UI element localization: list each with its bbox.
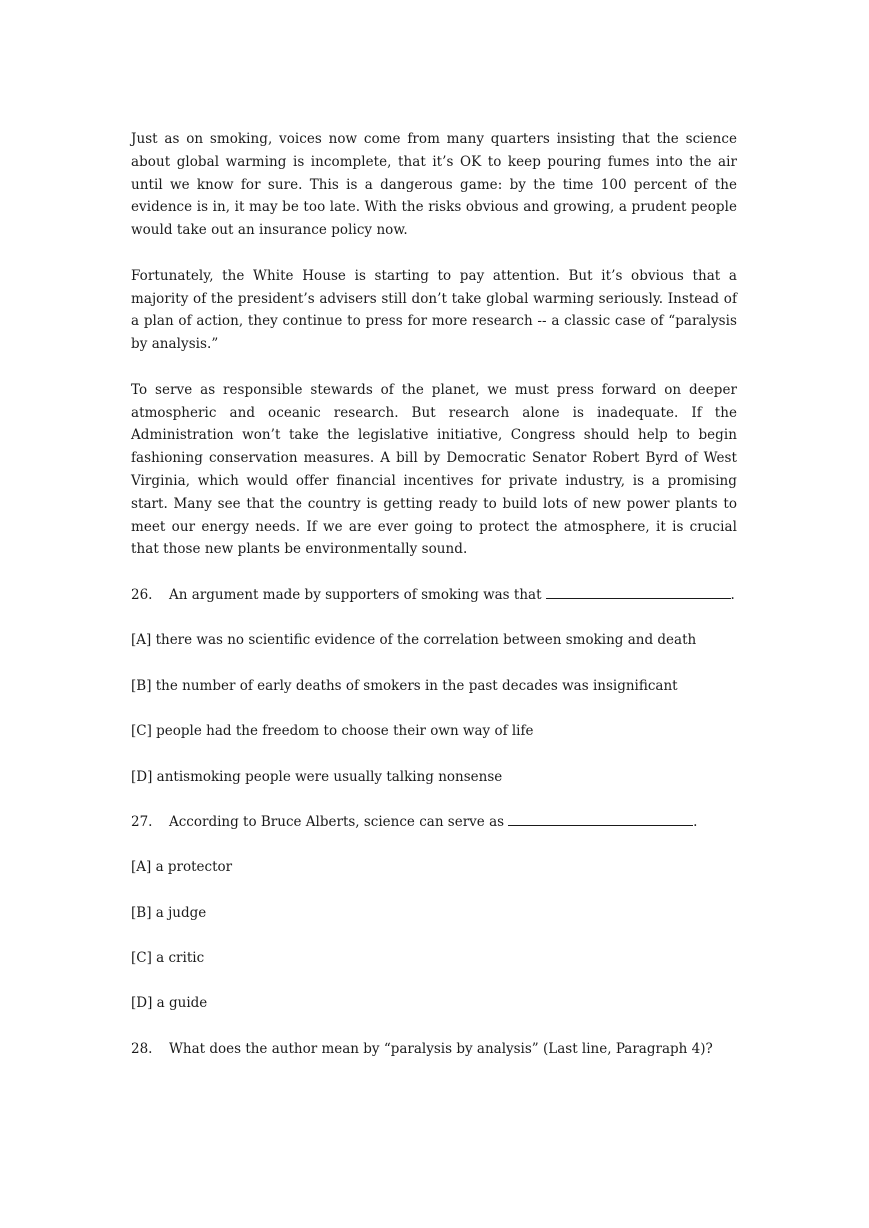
passage-paragraph: To serve as responsible stewards of the planet, we must press forward on deeper atmospheric and oceanic research. But research alone is inadequate. If the Administration won’t take the legislative initiative, Congress should help to begin fashioning conservation measures. A bill by Democratic Senator Robert Byrd of West Virginia, which would offer financial incentives for private industry, is a promising start. Many see that the country is getting ready to build lots of new power plants to meet our energy needs. If we are ever going to protect the atmosphere, it is crucial that those new plants be environmentally sound. <box>131 381 737 558</box>
question-stem: What does the author mean by “paralysis by analysis” (Last line, Paragraph 4)? <box>169 1040 713 1057</box>
question-stem: An argument made by supporters of smoking was that <box>169 586 542 603</box>
question-number: 27. <box>131 813 153 830</box>
answer-blank <box>546 584 731 599</box>
option-c: [C] people had the freedom to choose their own way of life <box>131 723 534 740</box>
question-end: . <box>730 586 735 603</box>
option-d: [D] a guide <box>131 995 208 1012</box>
question-number: 28. <box>131 1040 153 1057</box>
question-28 <box>131 1038 737 1061</box>
option-d: [D] antismoking people were usually talking nonsense <box>131 768 503 785</box>
question-end: . <box>693 813 698 830</box>
question-27 <box>131 811 737 834</box>
answer-blank <box>508 811 693 826</box>
question-stem: According to Bruce Alberts, science can serve as <box>169 813 505 830</box>
option-c: [C] a critic <box>131 950 205 967</box>
passage-paragraph: Just as on smoking, voices now come from many quarters insisting that the science about global warming is incomplete, that it’s OK to keep pouring fumes into the air until we know for sure. This is a dangerous game: by the time 100 percent of the evidence is in, it may be too late. With the risks obvious and growing, a prudent people would take out an insurance policy now. <box>131 131 737 239</box>
passage-paragraph: Fortunately, the White House is starting to pay attention. But it’s obvious that a majority of the president’s advisers still don’t take global warming seriously. Instead of a plan of action, they continue to press for more research -- a classic case of “paralysis by analysis.” <box>131 267 737 353</box>
option-a: [A] there was no scientific evidence of the correlation between smoking and death <box>131 632 697 649</box>
option-b: [B] the number of early deaths of smokers in the past decades was insignificant <box>131 677 678 694</box>
document-page <box>131 128 737 1083</box>
question-26 <box>131 584 737 607</box>
option-b: [B] a judge <box>131 904 207 921</box>
option-a: [A] a protector <box>131 859 233 876</box>
question-number: 26. <box>131 586 153 603</box>
